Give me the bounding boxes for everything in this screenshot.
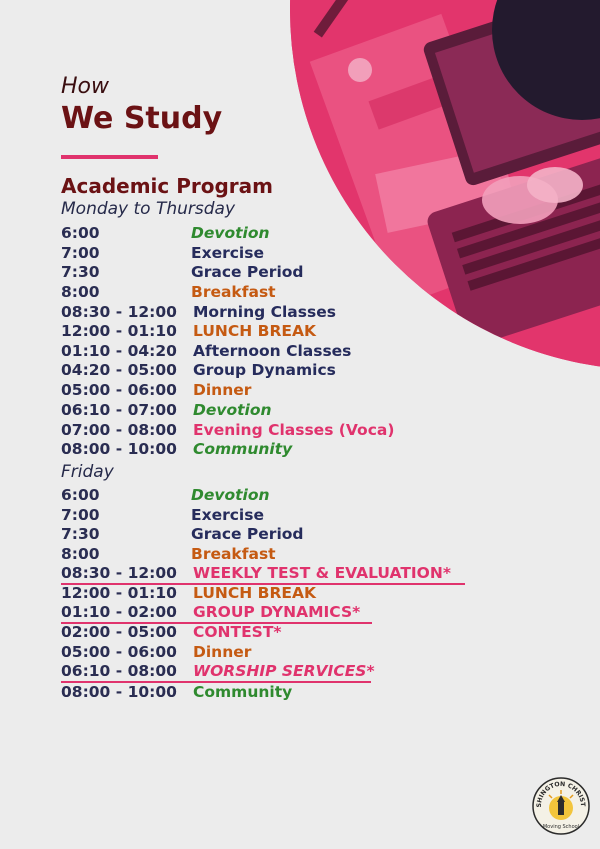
row-activity: Devotion [191, 224, 270, 242]
row-activity: Exercise [191, 506, 264, 524]
row-time: 01:10 - 02:00 [61, 603, 177, 621]
row-time: 6:00 [61, 486, 100, 504]
pre-title: How [61, 74, 109, 99]
row-activity: Breakfast [191, 283, 276, 301]
row-activity: CONTEST* [193, 623, 282, 641]
page-header [61, 74, 222, 136]
row-time: 06:10 - 07:00 [61, 401, 177, 419]
row-time: 7:30 [61, 525, 100, 543]
row-activity: Dinner [193, 643, 252, 661]
row-time: 08:30 - 12:00 [61, 564, 177, 582]
row-time: 01:10 - 04:20 [61, 342, 177, 360]
row-time: 06:10 - 08:00 [61, 662, 177, 680]
row-activity: Group Dynamics [193, 361, 336, 379]
row-time: 02:00 - 05:00 [61, 623, 177, 641]
page-title: We Study [61, 101, 223, 136]
row-time: 08:00 - 10:00 [61, 683, 177, 701]
row-activity: Exercise [191, 244, 264, 262]
row-activity: Community [193, 683, 293, 701]
row-time: 12:00 - 01:10 [61, 584, 177, 602]
row-time: 07:00 - 08:00 [61, 421, 177, 439]
row-time: 08:00 - 10:00 [61, 440, 177, 458]
row-activity: Dinner [193, 381, 252, 399]
row-activity: Community [193, 440, 293, 458]
row-time: 08:30 - 12:00 [61, 303, 177, 321]
schedule-heading-friday: Friday [61, 462, 114, 482]
row-activity: LUNCH BREAK [193, 322, 316, 340]
row-activity: WORSHIP SERVICES* [193, 662, 375, 680]
row-activity: LUNCH BREAK [193, 584, 316, 602]
seal-bottom-text: Moving School [542, 824, 580, 830]
row-time: 8:00 [61, 545, 100, 563]
row-time: 04:20 - 05:00 [61, 361, 177, 379]
row-time: 12:00 - 01:10 [61, 322, 177, 340]
row-activity: Devotion [191, 486, 270, 504]
row-time: 05:00 - 06:00 [61, 643, 177, 661]
row-activity: Grace Period [191, 525, 304, 543]
row-activity: WEEKLY TEST & EVALUATION* [193, 564, 451, 582]
row-activity: Evening Classes (Voca) [193, 421, 395, 439]
row-time: 7:00 [61, 506, 100, 524]
row-activity: Breakfast [191, 545, 276, 563]
row-time: 8:00 [61, 283, 100, 301]
row-time: 6:00 [61, 224, 100, 242]
row-activity: Morning Classes [193, 303, 336, 321]
row-time: 7:00 [61, 244, 100, 262]
row-activity: GROUP DYNAMICS* [193, 603, 361, 621]
row-time: 7:30 [61, 263, 100, 281]
section-title: Academic Program [61, 174, 274, 198]
row-activity: Grace Period [191, 263, 304, 281]
row-activity: Afternoon Classes [193, 342, 352, 360]
seal-arc-text: SHINGTON CHRIST [535, 780, 587, 808]
school-seal-logo [532, 777, 590, 835]
title-underline [61, 155, 158, 159]
row-activity: Devotion [193, 401, 272, 419]
row-time: 05:00 - 06:00 [61, 381, 177, 399]
schedule-heading-mon-thu: Monday to Thursday [61, 199, 236, 219]
